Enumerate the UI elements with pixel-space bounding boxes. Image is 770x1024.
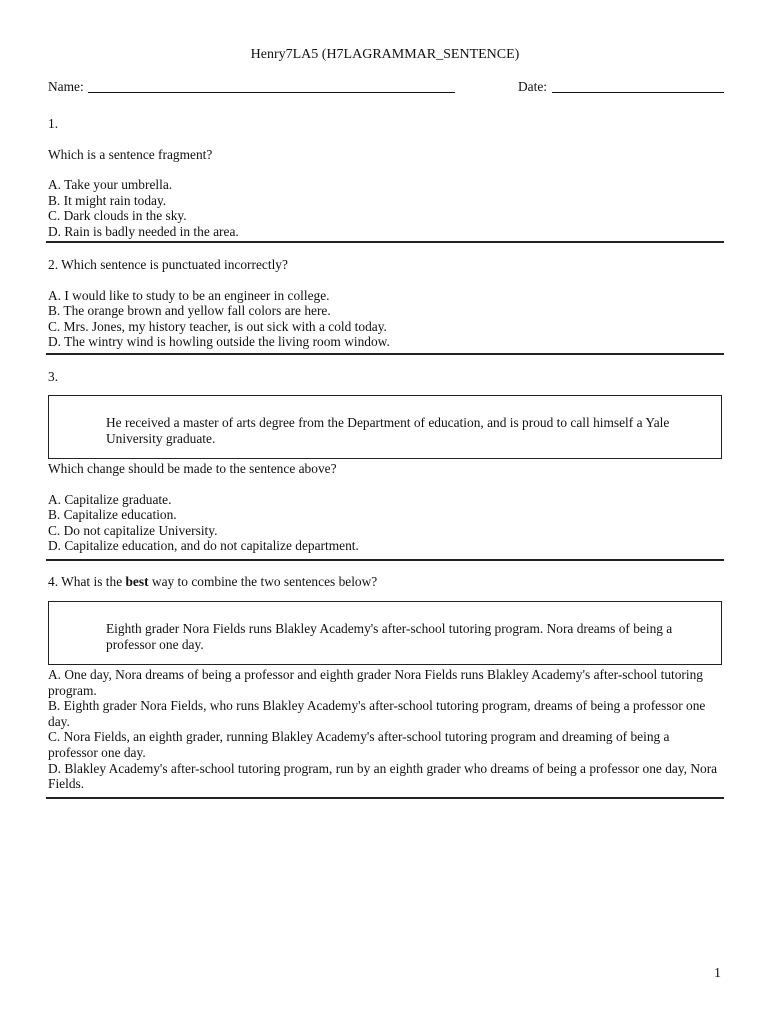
answer-options xyxy=(48,288,724,350)
question-2 xyxy=(48,257,724,350)
passage-box xyxy=(48,395,722,459)
question-prompt: 2. Which sentence is punctuated incorrectly? xyxy=(48,257,288,272)
question-prompt: Which is a sentence fragment? xyxy=(48,146,213,162)
question-3 xyxy=(48,461,724,554)
worksheet-title: Henry7LA5 (H7LAGRAMMAR_SENTENCE) xyxy=(250,47,520,62)
answer-option[interactable]: C. Nora Fields, an eighth grader, running Blakley Academy's after-school tutoring program and dreaming of being a professor one day. xyxy=(48,729,670,760)
answer-option[interactable]: B. Capitalize education. xyxy=(48,507,177,523)
answer-option[interactable]: C. Do not capitalize University. xyxy=(48,522,218,538)
answer-options xyxy=(48,177,724,239)
answer-option[interactable]: D. Capitalize education, and do not capitalize department. xyxy=(48,538,359,554)
answer-option[interactable]: D. Rain is badly needed in the area. xyxy=(48,223,239,239)
passage-text: Eighth grader Nora Fields runs Blakley Academy's after-school tutoring program. Nora dreams of being a professor one day. xyxy=(106,621,673,652)
answer-option[interactable]: C. Dark clouds in the sky. xyxy=(48,208,187,224)
question-4 xyxy=(48,574,724,590)
question-prompt xyxy=(48,574,724,590)
section-divider xyxy=(46,797,724,799)
passage-text: He received a master of arts degree from the Department of education, and is proud to call himself a Yale University graduate. xyxy=(106,415,670,446)
answer-option[interactable]: B. The orange brown and yellow fall colors are here. xyxy=(48,303,331,319)
section-divider xyxy=(46,241,724,243)
date-label: Date: xyxy=(518,79,547,94)
question-1 xyxy=(48,116,724,240)
answer-options xyxy=(48,492,724,554)
name-date-row xyxy=(48,79,724,95)
answer-option[interactable]: A. Capitalize graduate. xyxy=(48,491,172,507)
date-field-line[interactable] xyxy=(552,92,724,93)
name-label: Name: xyxy=(48,79,84,94)
answer-option[interactable]: D. The wintry wind is howling outside the living room window. xyxy=(48,334,390,350)
answer-option[interactable]: A. I would like to study to be an engineer in college. xyxy=(48,287,330,303)
question-number: 3. xyxy=(48,369,59,384)
question-4-options xyxy=(48,667,720,792)
section-divider xyxy=(46,559,724,561)
answer-option[interactable]: B. Eighth grader Nora Fields, who runs Blakley Academy's after-school tutoring program, dreams of being a professor one day. xyxy=(48,698,706,729)
answer-option[interactable]: D. Blakley Academy's after-school tutoring program, run by an eighth grader who dreams of being a professor one day, Nora Fields. xyxy=(48,760,718,792)
section-divider xyxy=(46,353,724,355)
answer-option[interactable]: A. Take your umbrella. xyxy=(48,177,173,193)
question-3-number-block xyxy=(48,369,724,385)
prompt-emphasis: best xyxy=(125,574,149,589)
question-prompt: Which change should be made to the sentence above? xyxy=(48,461,337,476)
answer-option[interactable]: C. Mrs. Jones, my history teacher, is out sick with a cold today. xyxy=(48,318,387,334)
answer-option[interactable]: A. One day, Nora dreams of being a professor and eighth grader Nora Fields runs Blakley Academy's after-school tutoring program. xyxy=(48,667,703,698)
prompt-text: 4. What is the xyxy=(48,574,126,589)
name-field-line[interactable] xyxy=(88,92,455,93)
answer-option[interactable]: B. It might rain today. xyxy=(48,192,167,208)
prompt-text: way to combine the two sentences below? xyxy=(148,574,378,589)
page-number: 1 xyxy=(714,966,721,981)
passage-box xyxy=(48,601,722,665)
question-number: 1. xyxy=(48,116,59,131)
